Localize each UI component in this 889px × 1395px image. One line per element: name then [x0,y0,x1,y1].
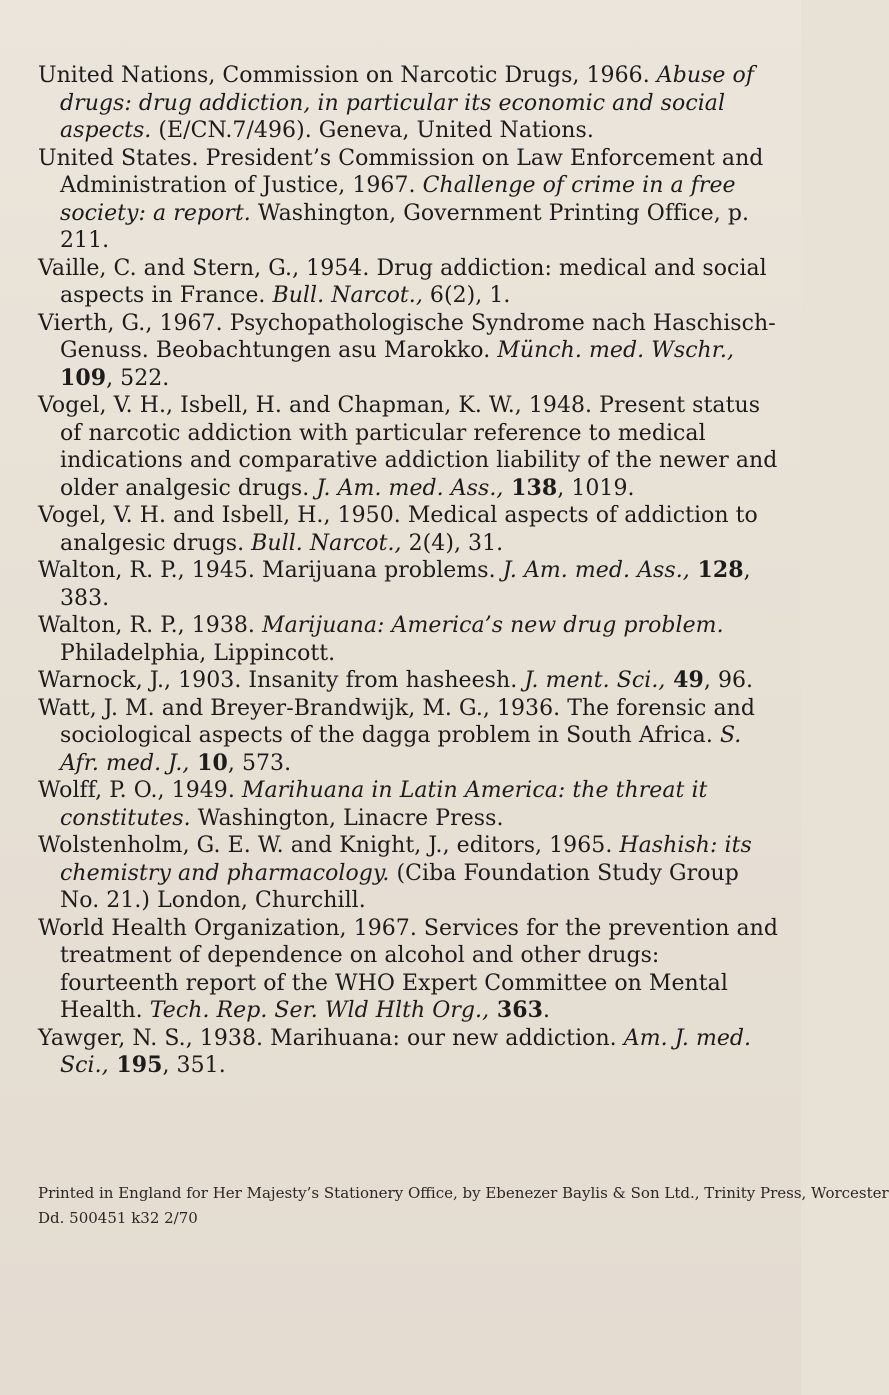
reference-entry: Wolff, P. O., 1949. Marihuana in Latin America: the threat it constitutes. Washington, Linacre Press. [38,778,708,831]
reference-entry: Wolstenholm, G. E. W. and Knight, J., editors, 1965. Hashish: its chemistry and pharmacology. (Ciba Foundation Study Group No. 21.) London, Churchill. [38,833,752,913]
printer-imprint [38,1181,889,1231]
print-code: Dd. 500451 k32 2/70 [38,1209,198,1227]
reference-entry: United Nations, Commission on Narcotic Drugs, 1966. Abuse of drugs: drug addiction, in particular its economic and social aspects. (E/CN.7/496). Geneva, United Nations. [38,63,755,143]
reference-entry: Warnock, J., 1903. Insanity from hasheesh. J. ment. Sci., 49, 96. [38,667,754,693]
reference-entry: Vierth, G., 1967. Psychopathologische Syndrome nach Haschisch-Genuss. Beobachtungen asu Marokko. Münch. med. Wschr., 109, 522. [38,310,776,391]
reference-entry: Yawger, N. S., 1938. Marihuana: our new addiction. Am. J. med. Sci., 195, 351. [38,1025,752,1078]
reference-entry: Vaille, C. and Stern, G., 1954. Drug addiction: medical and social aspects in France. Bull. Narcot., 6(2), 1. [38,255,767,308]
reference-entry: Walton, R. P., 1938. Marijuana: America’s new drug problem. Philadelphia, Lippincott. [38,613,724,666]
reference-entry: Watt, J. M. and Breyer-Brandwijk, M. G., 1936. The forensic and sociological aspects of the dagga problem in South Africa. S. Afr. med. J., 10, 573. [38,695,755,776]
reference-entry: World Health Organization, 1967. Services for the prevention and treatment of dependence on alcohol and other drugs: fourteenth report of the WHO Expert Committee on Mental Health. Tech. Rep. Ser. Wld Hlth Org., 363. [38,915,778,1023]
reference-list [38,62,783,1080]
reference-entry: Vogel, V. H. and Isbell, H., 1950. Medical aspects of addiction to analgesic drugs. Bull. Narcot., 2(4), 31. [38,503,758,556]
reference-entry: Walton, R. P., 1945. Marijuana problems. J. Am. med. Ass., 128, 383. [38,557,751,611]
printer-line: Printed in England for Her Majesty’s Stationery Office, by Ebenezer Baylis & Son Ltd., Trinity Press, Worcester [38,1184,889,1202]
reference-entry: United States. President’s Commission on Law Enforcement and Administration of Justice, 1967. Challenge of crime in a free society: a report. Washington, Government Printing Office, p. 211. [38,145,764,253]
reference-entry: Vogel, V. H., Isbell, H. and Chapman, K. W., 1948. Present status of narcotic addiction with particular reference to medical indications and comparative addiction liability of the newer and older analgesic drugs. J. Am. med. Ass., 138, 1019. [38,393,778,501]
